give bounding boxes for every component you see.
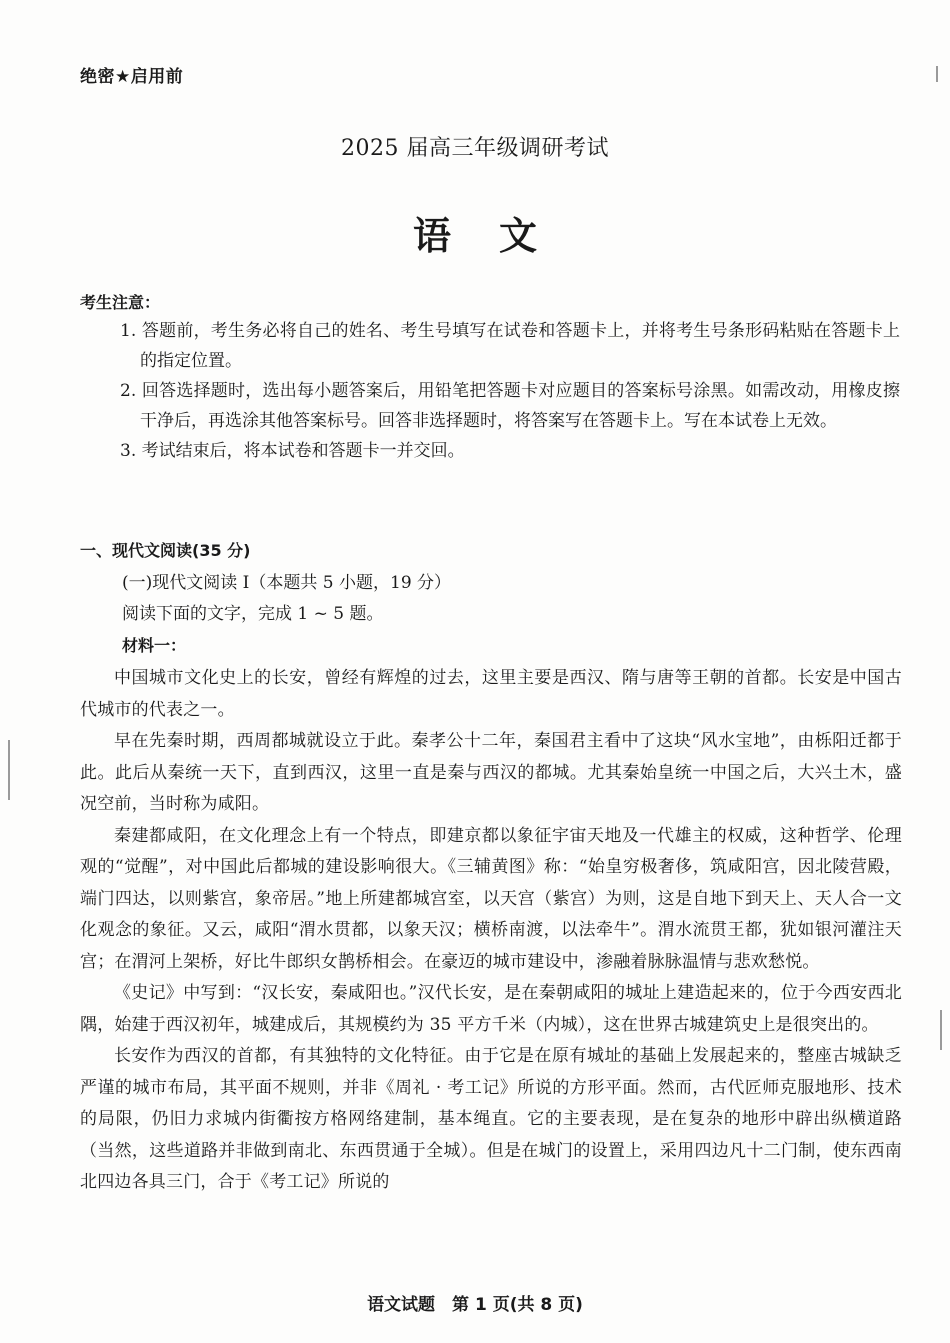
passage-paragraph: 早在先秦时期，西周都城就设立于此。秦孝公十二年，秦国君主看中了这块“风水宝地”，由栎阳迁都于此。此后从秦统一天下，直到西汉，这里一直是秦与西汉的都城。尤其秦始皇统一中国之后，大兴土木，盛况空前，当时称为咸阳。 [80, 731, 902, 814]
notice-list [80, 316, 900, 466]
material-label: 材料一： [122, 636, 187, 655]
section-heading: 一、现代文阅读(35 分) [80, 541, 251, 560]
reading-instruction: 阅读下面的文字，完成 1 ~ 5 题。 [122, 604, 384, 624]
scan-edge-mark [936, 66, 938, 82]
scan-edge-mark [8, 740, 10, 800]
reading-passage [80, 663, 902, 1199]
passage-paragraph: 《史记》中写到：“汉长安，秦咸阳也。”汉代长安，是在秦朝咸阳的城址上建造起来的，位于今西安西北隅，始建于西汉初年，城建成后，其规模约为 35 平方千米（内城），这在世界古城建筑史上是很突出的。 [80, 983, 902, 1035]
notice-item: 3. 考试结束后，将本试卷和答题卡一并交回。 [120, 441, 465, 461]
passage-paragraph: 中国城市文化史上的长安，曾经有辉煌的过去，这里主要是西汉、隋与唐等王朝的首都。长安是中国古代城市的代表之一。 [80, 668, 902, 720]
page-footer: 语文试题 第 1 页(共 8 页) [367, 1295, 583, 1315]
notice-heading: 考生注意： [80, 293, 161, 312]
passage-paragraph: 秦建都咸阳，在文化理念上有一个特点，即建京都以象征宇宙天地及一代雄主的权威，这种哲学、伦理观的“觉醒”，对中国此后都城的建设影响很大。《三辅黄图》称：“始皇穷极奢侈，筑咸阳宫，因北陵营殿，端门四达，以则紫宫，象帝居。”地上所建都城宫室，以天宫（紫宫）为则，这是自地下到天上、天人合一文化观念的象征。又云，咸阳“渭水贯都，以象天汉；横桥南渡，以法牵牛”。渭水流贯王都，犹如银河灌注天宫；在渭河上架桥，好比牛郎织女鹊桥相会。在豪迈的城市建设中，渗融着脉脉温情与悲欢愁悦。 [80, 825, 902, 972]
notice-item: 2. 回答选择题时，选出每小题答案后，用铅笔把答题卡对应题目的答案标号涂黑。如需改动，用橡皮擦干净后，再选涂其他答案标号。回答非选择题时，将答案写在答题卡上。写在本试卷上无效。 [120, 381, 900, 431]
subject-title: 语文 [412, 214, 585, 258]
sub-section-heading: (一)现代文阅读 I（本题共 5 小题，19 分） [122, 573, 452, 593]
exam-title: 2025 届高三年级调研考试 [341, 136, 609, 161]
scan-edge-mark [940, 1010, 942, 1050]
notice-item: 1. 答题前，考生务必将自己的姓名、考生号填写在试卷和答题卡上，并将考生号条形码粘贴在答题卡上的指定位置。 [120, 321, 900, 371]
passage-paragraph: 长安作为西汉的首都，有其独特的文化特征。由于它是在原有城址的基础上发展起来的，整座古城缺乏严谨的城市布局，其平面不规则，并非《周礼 · 考工记》所说的方形平面。然而，古代匠师克服地形、技术的局限，仍旧力求城内街衢按方格网络建制，基本绳直。它的主要表现，是在复杂的地形中辟出纵横道路（当然，这些道路并非做到南北、东西贯通于全城）。但是在城门的设置上，采用四边凡十二门制，使东西南北四边各具三门，合于《考工记》所说的 [80, 1046, 902, 1192]
confidential-label: 绝密★启用前 [80, 67, 184, 87]
